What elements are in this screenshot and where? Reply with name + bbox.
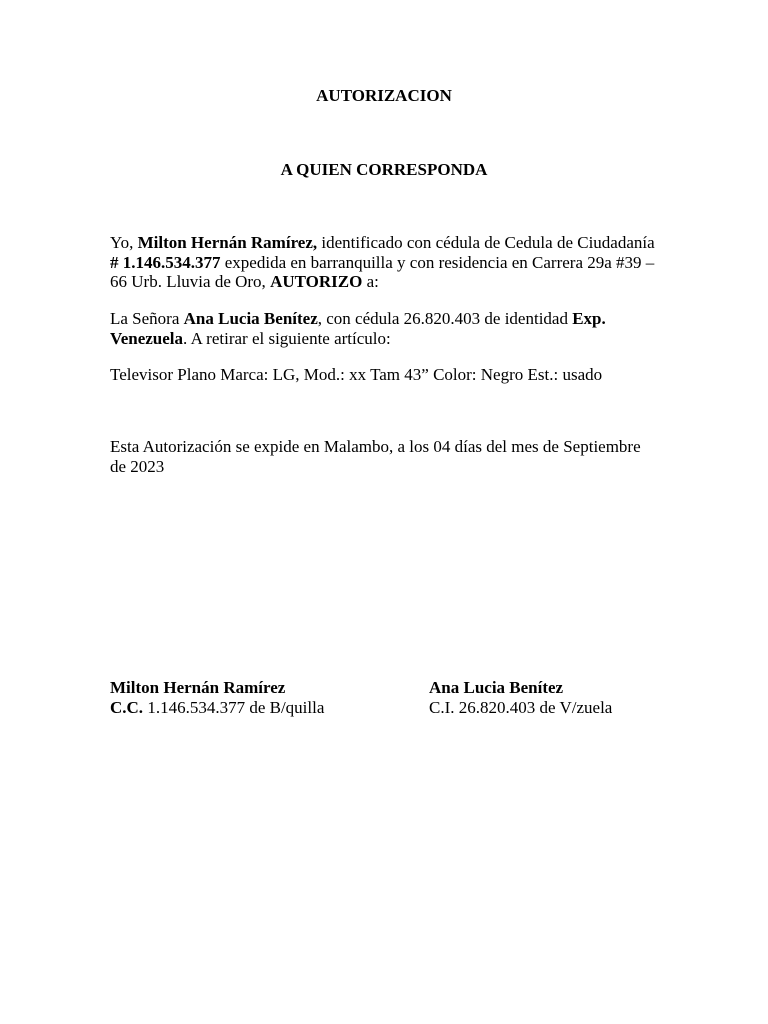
grantor-id-number: # 1.146.534.377 <box>110 252 221 272</box>
authorize-word: AUTORIZO <box>270 272 363 291</box>
authorized-name: Ana Lucia Benítez <box>183 309 318 328</box>
signature-id-label: C.C. <box>110 697 144 717</box>
signature-id-grantor <box>110 698 324 718</box>
paragraph2-suffix: . A retirar el siguiente artículo: <box>183 328 391 348</box>
signature-name-grantor: Milton Hernán Ramírez <box>110 678 286 697</box>
paragraph2-part2: , con cédula 26.820.403 de identidad <box>317 309 573 328</box>
paragraph1-prefix: Yo, <box>110 233 138 252</box>
paragraph1-part3: expedida en barranquilla y con residencia en Carrera 29a #39 – 66 Urb. Lluvia de Oro, <box>110 252 655 291</box>
signature-block-authorized <box>429 678 612 717</box>
grantor-name: Milton Hernán Ramírez, <box>137 233 318 252</box>
authorization-paragraph <box>110 233 658 292</box>
signature-id-text: 1.146.534.377 de B/quilla <box>143 697 325 717</box>
document-subtitle: A QUIEN CORRESPONDA <box>280 160 488 179</box>
document-title: AUTORIZACION <box>316 86 452 105</box>
signature-block-grantor <box>110 678 324 717</box>
issue-statement: Esta Autorización se expide en Malambo, a los 04 días del mes de Septiembre de 2023 <box>110 437 641 476</box>
paragraph1-suffix: a: <box>362 272 379 291</box>
signature-name-authorized: Ana Lucia Benítez <box>429 678 564 697</box>
paragraph1-part2: identificado con cédula de Cedula de Ciudadanía <box>317 233 655 252</box>
signature-id-authorized: C.I. 26.820.403 de V/zuela <box>429 697 613 717</box>
item-description: Televisor Plano Marca: LG, Mod.: xx Tam 43” Color: Negro Est.: usado <box>110 365 603 384</box>
authorized-person-paragraph <box>110 309 658 348</box>
authorized-exp: Exp. Venezuela <box>110 309 606 348</box>
paragraph2-prefix: La Señora <box>110 309 184 328</box>
